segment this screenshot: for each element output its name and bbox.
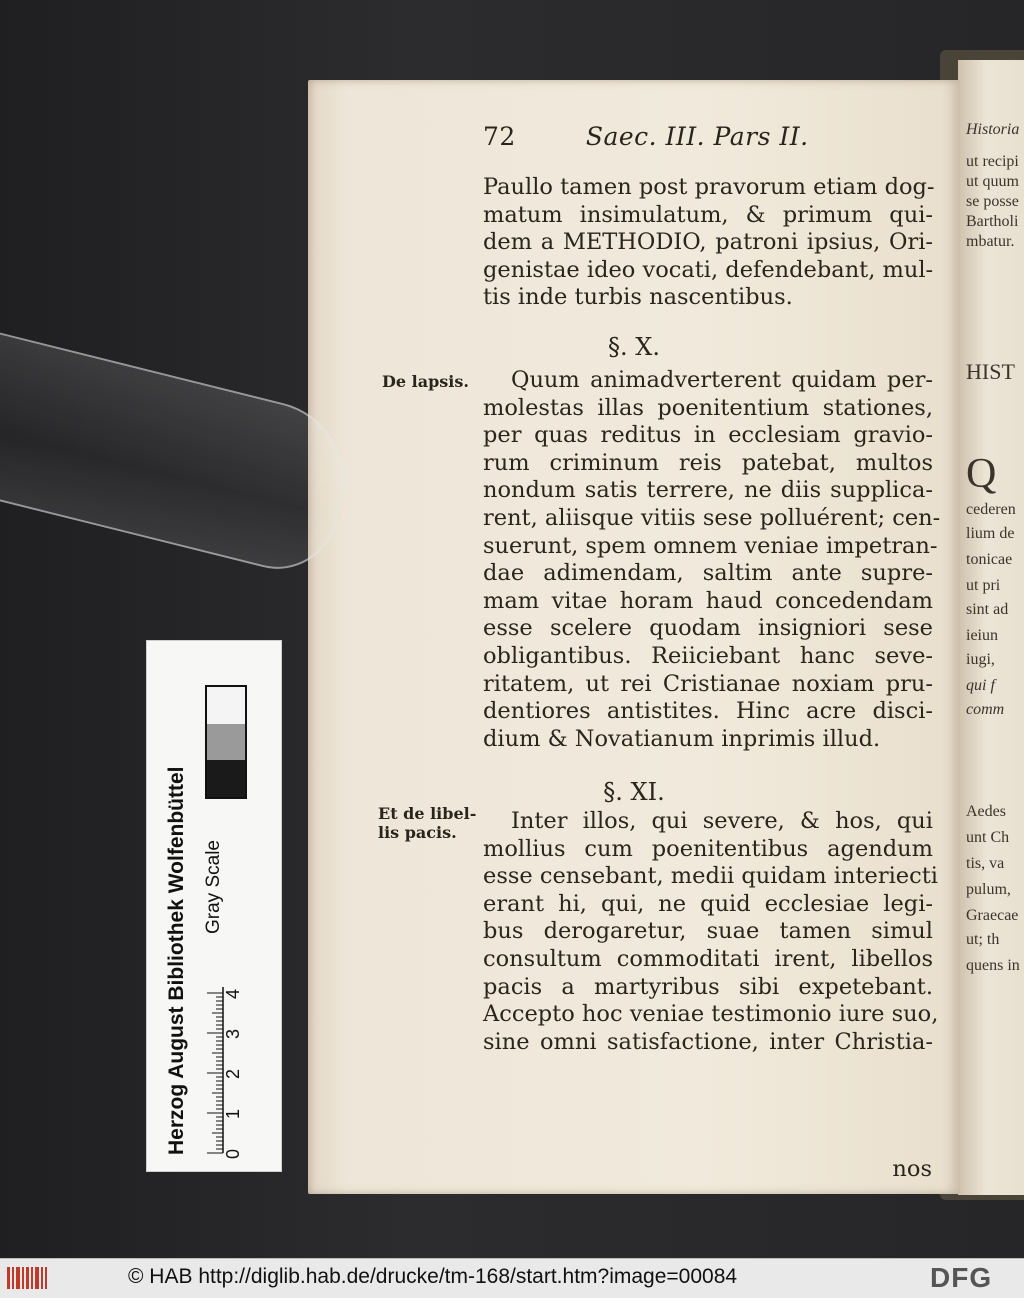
text-line: mollius cum poenitentibus agendum <box>483 835 933 862</box>
dfg-logo: DFG <box>930 1262 993 1293</box>
facing-page-fragment: ut pri <box>966 577 1001 594</box>
copyright-link[interactable]: © HAB http://diglib.hab.de/drucke/tm-168/start.htm?image=00084 <box>128 1265 738 1288</box>
facing-page-fragment: tis, va <box>966 855 1005 872</box>
text-line: dentiores antistites. Hinc acre disci- <box>483 698 933 725</box>
text-line: dium & Novatianum inprimis illud. <box>483 725 881 752</box>
facing-page-fragment: unt Ch <box>966 829 1010 846</box>
running-title: Saec. III. Pars II. <box>585 122 809 151</box>
ruler-number: 2 <box>223 1068 243 1079</box>
text-line: matum insimulatum, & primum qui- <box>483 201 933 228</box>
facing-page-fragment: tonicae <box>966 551 1013 568</box>
book-page <box>308 80 960 1194</box>
section-heading-x: §. X. <box>608 333 660 361</box>
facing-page-fragment: Bartholi <box>966 213 1019 230</box>
gray-scale-card <box>146 640 282 1172</box>
ruler-number: 0 <box>223 1148 243 1159</box>
running-head <box>483 122 809 151</box>
facing-page-fragment: lium de <box>966 525 1015 542</box>
text-line: sine omni satisfactione, inter Christia- <box>483 1028 933 1055</box>
text-line: Accepto hoc veniae testimonio iure suo, <box>483 1001 939 1028</box>
ruler <box>203 977 275 1161</box>
gray-patch-light <box>207 687 245 724</box>
facing-page <box>958 60 1024 1195</box>
text-line: nondum satis terrere, ne diis supplica- <box>483 477 933 504</box>
ruler-number: 4 <box>223 988 243 999</box>
institution-label: Herzog August Bibliothek Wolfenbüttel <box>165 766 188 1155</box>
text-line: Inter illos, qui severe, & hos, qui <box>511 808 933 834</box>
ruler-number: 1 <box>223 1108 243 1119</box>
facing-page-fragment: ut; th <box>966 931 1000 948</box>
text-line: esse censebant, medii quidam interiecti <box>483 863 938 890</box>
text-line: esse scelere quodam insigniori sese <box>483 615 933 642</box>
facing-page-fragment: ut recipi <box>966 153 1019 170</box>
facing-page-fragment: ieiun <box>966 627 998 644</box>
text-line: suerunt, spem omnem veniae impetran- <box>483 532 938 559</box>
margin-note-libellis <box>378 804 476 842</box>
footer-bar <box>0 1258 1024 1298</box>
text-line: Quum animadverterent quidam per- <box>511 367 933 393</box>
margin-note-line: Et de libel- <box>378 804 477 823</box>
text-line: per quas reditus in ecclesiam gravio- <box>483 422 933 449</box>
margin-note-line: lis pacis. <box>378 823 457 842</box>
text-line: Paullo tamen post pravorum etiam dog- <box>483 174 935 200</box>
ruler-number: 3 <box>223 1028 243 1039</box>
facing-page-fragment: iugi, <box>966 651 995 668</box>
facing-page-fragment: HIST <box>966 359 1015 384</box>
text-line: consultum commoditati irent, libellos <box>483 946 933 972</box>
facing-page-fragment: sint ad <box>966 601 1009 618</box>
facing-page-fragment: cederen <box>966 501 1016 518</box>
text-line: mam vitae horam haud concedendam <box>483 587 933 614</box>
gray-scale-label: Gray Scale <box>203 840 224 934</box>
text-line: rent, aliisque vitiis sese polluérent; cen- <box>483 505 941 531</box>
text-line: molestas illas poenitentium stationes, <box>483 394 933 421</box>
text-line: erant hi, qui, ne quid ecclesiae legi- <box>483 890 933 917</box>
glass-page-weight <box>0 332 361 581</box>
facing-page-fragment: Graecae <box>966 907 1019 924</box>
facing-page-fragment: pulum, <box>966 881 1011 898</box>
text-line: dem a METHODIO, patroni ipsius, Ori- <box>483 229 933 256</box>
text-line: pacis a martyribus sibi expetebant. <box>483 973 933 1000</box>
text-line: dae adimendam, saltim ante supre- <box>483 560 933 587</box>
barcode-icon <box>6 1265 48 1291</box>
facing-page-fragment: Aedes <box>966 803 1006 820</box>
gray-patches <box>205 685 247 799</box>
facing-page-fragment: se posse <box>966 193 1019 210</box>
gray-patch-mid <box>207 724 245 761</box>
text-line: bus derogaretur, suae tamen simul <box>483 918 933 945</box>
margin-note-de-lapsis: De lapsis. <box>382 372 469 391</box>
facing-page-fragment: ut quum <box>966 173 1019 190</box>
text-line: tis inde turbis nascentibus. <box>483 284 793 311</box>
catchword: nos <box>892 1156 932 1182</box>
facing-page-fragment: comm <box>966 701 1005 718</box>
text-line: rum criminum reis patebat, multos <box>483 449 933 476</box>
facing-page-fragment: mbatur. <box>966 233 1015 250</box>
gray-patch-dark <box>207 760 245 797</box>
facing-page-fragment: qui f <box>966 677 995 694</box>
text-line: ritatem, ut rei Cristianae noxiam pru- <box>483 670 933 697</box>
facing-page-fragment: Historia <box>966 121 1020 138</box>
section-heading-xi: §. XI. <box>603 778 665 806</box>
facing-page-fragment: quens in <box>966 957 1020 974</box>
page-number: 72 <box>483 122 516 151</box>
facing-page-fragment: Q <box>966 451 997 497</box>
text-line: obligantibus. Reiiciebant hanc seve- <box>483 643 933 669</box>
text-line: genistae ideo vocati, defendebant, mul- <box>483 256 934 283</box>
